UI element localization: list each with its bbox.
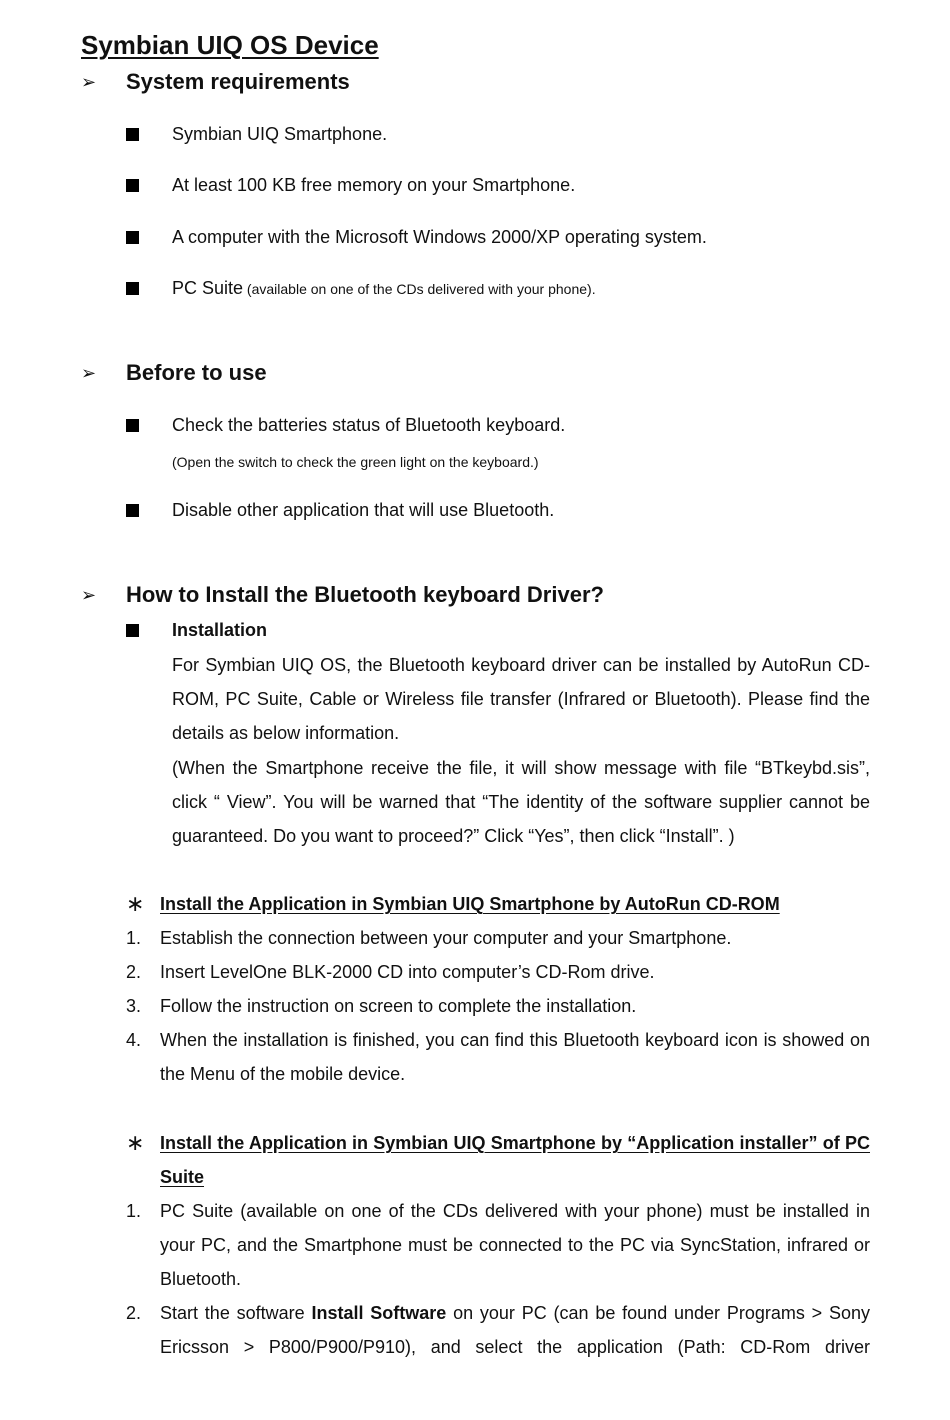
square-bullet-icon xyxy=(126,231,139,244)
installation-label: Installation xyxy=(172,620,268,640)
square-bullet-icon xyxy=(126,504,139,517)
step-item xyxy=(126,921,870,955)
step-text: Follow the instruction on screen to complete the installation. xyxy=(160,996,637,1016)
section-heading: System requirements xyxy=(126,69,350,94)
list-item-note: (Open the switch to check the green light on the keyboard.) xyxy=(172,454,539,470)
step-text-bold: Install Software xyxy=(311,1303,447,1323)
step-text: Establish the connection between your computer and your Smartphone. xyxy=(160,928,732,948)
square-bullet-icon xyxy=(126,624,139,637)
section-heading: How to Install the Bluetooth keyboard Driver? xyxy=(126,582,604,607)
list-item xyxy=(126,415,565,436)
step-text: When the installation is finished, you can find this Bluetooth keyboard icon is showed on the Menu of the mobile device. xyxy=(160,1030,870,1084)
list-item xyxy=(126,227,707,248)
step-item xyxy=(126,1023,870,1091)
step-text-part: on your PC (can be found under Programs > Sony Ericsson > P800/P900/P910), and select the application (Path: CD-Rom driver xyxy=(160,1303,870,1357)
step-text: Insert LevelOne BLK-2000 CD into computer’s CD-Rom drive. xyxy=(160,962,655,982)
list-item-text: Disable other application that will use Bluetooth. xyxy=(172,500,555,520)
installation-paragraph: For Symbian UIQ OS, the Bluetooth keyboard driver can be installed by AutoRun CD-ROM, PC Suite, Cable or Wireless file transfer (Infrared or Bluetooth). Please find the details as below information. xyxy=(172,655,870,743)
arrow-bullet-icon: ➢ xyxy=(81,585,97,605)
square-bullet-icon xyxy=(126,128,139,141)
list-item-text: PC Suite xyxy=(172,278,244,298)
list-item xyxy=(126,124,387,145)
step-item xyxy=(126,1296,870,1364)
method-heading-text: Install the Application in Symbian UIQ Smartphone by AutoRun CD-ROM xyxy=(160,894,780,914)
step-number: 2. xyxy=(126,962,142,982)
step-number: 1. xyxy=(126,1201,142,1221)
step-text xyxy=(160,1296,870,1364)
method-heading-pc-suite xyxy=(126,1126,870,1194)
list-item xyxy=(126,175,575,196)
step-item xyxy=(126,1194,870,1296)
method-heading-text: Install the Application in Symbian UIQ Smartphone by “Application installer” of PC Suite xyxy=(160,1133,870,1187)
page-title: Symbian UIQ OS Device xyxy=(81,30,379,60)
step-text-part: Start the software xyxy=(160,1303,312,1323)
list-item-text: Check the batteries status of Bluetooth keyboard. xyxy=(172,415,566,435)
list-item-note: (available on one of the CDs delivered with your phone). xyxy=(243,281,596,297)
method-heading-autorun xyxy=(126,887,870,921)
list-item xyxy=(126,278,596,299)
step-number: 2. xyxy=(126,1303,142,1323)
asterisk-icon: ∗ xyxy=(126,891,145,916)
arrow-bullet-icon: ➢ xyxy=(81,363,97,383)
square-bullet-icon xyxy=(126,419,139,432)
section-install-driver xyxy=(81,580,604,610)
installation-heading xyxy=(126,620,267,641)
step-item xyxy=(126,955,870,989)
square-bullet-icon xyxy=(126,282,139,295)
arrow-bullet-icon: ➢ xyxy=(81,72,97,92)
section-heading: Before to use xyxy=(126,360,267,385)
section-system-requirements xyxy=(81,67,350,97)
step-number: 1. xyxy=(126,928,142,948)
section-before-to-use xyxy=(81,358,267,388)
list-item-text: A computer with the Microsoft Windows 2000/XP operating system. xyxy=(172,227,707,247)
asterisk-icon: ∗ xyxy=(126,1130,145,1155)
step-item xyxy=(126,989,870,1023)
step-number: 4. xyxy=(126,1030,142,1050)
step-text: PC Suite (available on one of the CDs delivered with your phone) must be installed in your PC, and the Smartphone must be connected to the PC via SyncStation, infrared or Bluetooth. xyxy=(160,1201,870,1289)
list-item-text: At least 100 KB free memory on your Smartphone. xyxy=(172,175,576,195)
square-bullet-icon xyxy=(126,179,139,192)
step-number: 3. xyxy=(126,996,142,1016)
list-item-text: Symbian UIQ Smartphone. xyxy=(172,124,388,144)
list-item xyxy=(126,500,554,521)
installation-note-paragraph: (When the Smartphone receive the file, it will show message with file “BTkeybd.sis”, click “ View”. You will be warned that “The identity of the software supplier cannot be guaranteed. Do you want to proceed?” Click “Yes”, then click “Install”. ) xyxy=(172,758,870,846)
